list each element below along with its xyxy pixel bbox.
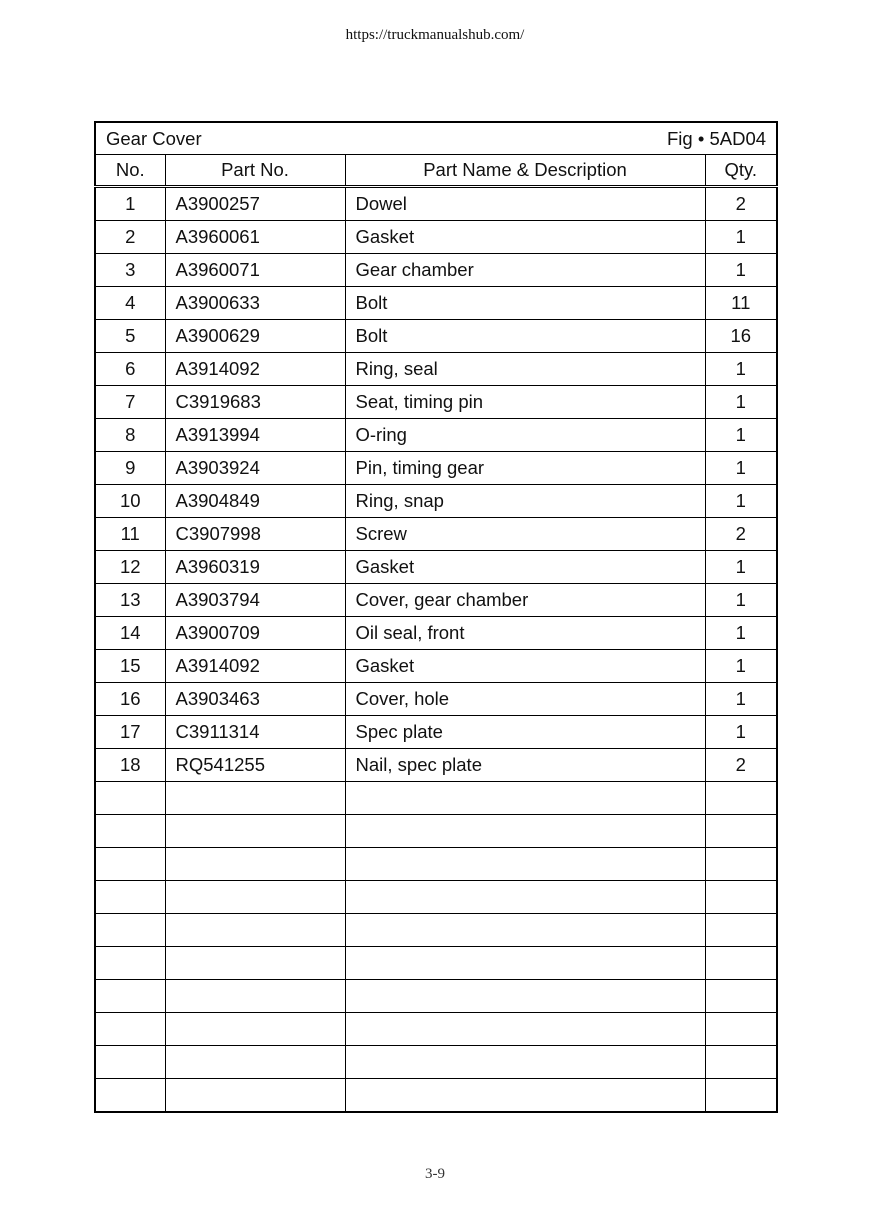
parts-table-body <box>95 187 777 1113</box>
cell-part-no: A3900633 <box>165 287 345 320</box>
cell-description: Ring, snap <box>345 485 705 518</box>
cell-part-no <box>165 980 345 1013</box>
table-row <box>95 650 777 683</box>
cell-qty: 1 <box>705 551 777 584</box>
cell-qty <box>705 815 777 848</box>
cell-description: Gasket <box>345 551 705 584</box>
cell-description: Spec plate <box>345 716 705 749</box>
cell-part-no <box>165 1079 345 1113</box>
cell-no: 6 <box>95 353 165 386</box>
cell-no <box>95 782 165 815</box>
header-url: https://truckmanualshub.com/ <box>345 27 525 43</box>
cell-no <box>95 1079 165 1113</box>
table-row <box>95 518 777 551</box>
table-row <box>95 221 777 254</box>
cell-part-no <box>165 1013 345 1046</box>
cell-no <box>95 815 165 848</box>
cell-part-no: C3907998 <box>165 518 345 551</box>
cell-part-no: C3911314 <box>165 716 345 749</box>
cell-description <box>345 1079 705 1113</box>
cell-description: Pin, timing gear <box>345 452 705 485</box>
cell-part-no <box>165 848 345 881</box>
cell-no <box>95 1046 165 1079</box>
table-row <box>95 617 777 650</box>
cell-qty: 1 <box>705 419 777 452</box>
cell-no <box>95 1013 165 1046</box>
cell-part-no: A3900709 <box>165 617 345 650</box>
cell-qty <box>705 1046 777 1079</box>
table-row <box>95 815 777 848</box>
cell-description <box>345 782 705 815</box>
cell-part-no: A3960061 <box>165 221 345 254</box>
cell-description: Gear chamber <box>345 254 705 287</box>
table-title-cell <box>95 122 777 155</box>
cell-description: Screw <box>345 518 705 551</box>
table-row <box>95 947 777 980</box>
cell-part-no <box>165 947 345 980</box>
cell-qty: 1 <box>705 716 777 749</box>
table-row <box>95 848 777 881</box>
table-row <box>95 353 777 386</box>
cell-description <box>345 848 705 881</box>
cell-description: Gasket <box>345 650 705 683</box>
table-row <box>95 749 777 782</box>
cell-qty <box>705 782 777 815</box>
cell-description <box>345 881 705 914</box>
cell-qty: 1 <box>705 353 777 386</box>
cell-part-no: A3903924 <box>165 452 345 485</box>
cell-no <box>95 848 165 881</box>
cell-no: 17 <box>95 716 165 749</box>
cell-qty <box>705 848 777 881</box>
table-row <box>95 683 777 716</box>
cell-part-no <box>165 815 345 848</box>
table-row <box>95 320 777 353</box>
cell-qty: 2 <box>705 518 777 551</box>
column-header-row <box>95 155 777 187</box>
cell-no: 8 <box>95 419 165 452</box>
cell-qty: 1 <box>705 254 777 287</box>
cell-description <box>345 980 705 1013</box>
column-header-no: No. <box>95 155 165 187</box>
cell-description <box>345 1046 705 1079</box>
cell-no: 10 <box>95 485 165 518</box>
cell-description <box>345 1013 705 1046</box>
cell-no: 14 <box>95 617 165 650</box>
cell-qty: 16 <box>705 320 777 353</box>
cell-qty: 1 <box>705 683 777 716</box>
cell-no <box>95 914 165 947</box>
table-row <box>95 881 777 914</box>
table-row <box>95 1079 777 1113</box>
cell-no: 12 <box>95 551 165 584</box>
cell-description: Oil seal, front <box>345 617 705 650</box>
table-title-row <box>95 122 777 155</box>
table-row <box>95 980 777 1013</box>
table-row <box>95 914 777 947</box>
cell-part-no <box>165 881 345 914</box>
cell-qty: 1 <box>705 650 777 683</box>
cell-part-no: A3900257 <box>165 187 345 221</box>
cell-qty: 1 <box>705 584 777 617</box>
cell-part-no: A3900629 <box>165 320 345 353</box>
cell-qty <box>705 1079 777 1113</box>
table-row <box>95 287 777 320</box>
cell-part-no: A3903794 <box>165 584 345 617</box>
cell-description: Cover, gear chamber <box>345 584 705 617</box>
cell-no: 3 <box>95 254 165 287</box>
column-header-qty: Qty. <box>705 155 777 187</box>
figure-label: Fig • 5AD04 <box>667 127 767 149</box>
table-title: Gear Cover <box>106 127 202 149</box>
cell-description: Seat, timing pin <box>345 386 705 419</box>
cell-part-no: RQ541255 <box>165 749 345 782</box>
cell-qty: 1 <box>705 452 777 485</box>
cell-description: Bolt <box>345 320 705 353</box>
cell-part-no: A3914092 <box>165 650 345 683</box>
cell-no: 5 <box>95 320 165 353</box>
cell-part-no: A3914092 <box>165 353 345 386</box>
cell-qty: 2 <box>705 187 777 221</box>
cell-description: Gasket <box>345 221 705 254</box>
table-row <box>95 551 777 584</box>
cell-part-no: C3919683 <box>165 386 345 419</box>
cell-no: 16 <box>95 683 165 716</box>
cell-part-no: A3960071 <box>165 254 345 287</box>
cell-qty: 1 <box>705 221 777 254</box>
cell-part-no: A3960319 <box>165 551 345 584</box>
parts-table <box>94 121 778 1113</box>
table-row <box>95 716 777 749</box>
cell-no: 15 <box>95 650 165 683</box>
cell-qty: 1 <box>705 617 777 650</box>
cell-qty <box>705 914 777 947</box>
table-row <box>95 386 777 419</box>
table-row <box>95 452 777 485</box>
table-row <box>95 254 777 287</box>
cell-part-no <box>165 1046 345 1079</box>
table-row <box>95 782 777 815</box>
cell-description <box>345 914 705 947</box>
cell-no: 9 <box>95 452 165 485</box>
cell-part-no: A3913994 <box>165 419 345 452</box>
table-row <box>95 419 777 452</box>
column-header-description: Part Name & Description <box>345 155 705 187</box>
cell-no <box>95 947 165 980</box>
cell-description: Cover, hole <box>345 683 705 716</box>
page-number: 3-9 <box>425 1166 445 1182</box>
cell-no <box>95 980 165 1013</box>
cell-qty: 1 <box>705 485 777 518</box>
cell-description <box>345 947 705 980</box>
table-row <box>95 1013 777 1046</box>
cell-description: O-ring <box>345 419 705 452</box>
cell-part-no: A3904849 <box>165 485 345 518</box>
cell-qty: 1 <box>705 386 777 419</box>
cell-no: 4 <box>95 287 165 320</box>
cell-qty <box>705 980 777 1013</box>
cell-no <box>95 881 165 914</box>
cell-no: 18 <box>95 749 165 782</box>
column-header-part-no: Part No. <box>165 155 345 187</box>
table-row <box>95 187 777 221</box>
cell-part-no <box>165 782 345 815</box>
cell-no: 1 <box>95 187 165 221</box>
cell-no: 13 <box>95 584 165 617</box>
cell-qty <box>705 881 777 914</box>
cell-part-no: A3903463 <box>165 683 345 716</box>
table-row <box>95 584 777 617</box>
cell-description: Nail, spec plate <box>345 749 705 782</box>
cell-no: 2 <box>95 221 165 254</box>
cell-qty <box>705 947 777 980</box>
cell-no: 7 <box>95 386 165 419</box>
cell-qty: 2 <box>705 749 777 782</box>
table-row <box>95 1046 777 1079</box>
cell-description: Bolt <box>345 287 705 320</box>
cell-no: 11 <box>95 518 165 551</box>
cell-description: Ring, seal <box>345 353 705 386</box>
cell-description <box>345 815 705 848</box>
cell-description: Dowel <box>345 187 705 221</box>
cell-qty: 11 <box>705 287 777 320</box>
cell-part-no <box>165 914 345 947</box>
cell-qty <box>705 1013 777 1046</box>
table-row <box>95 485 777 518</box>
